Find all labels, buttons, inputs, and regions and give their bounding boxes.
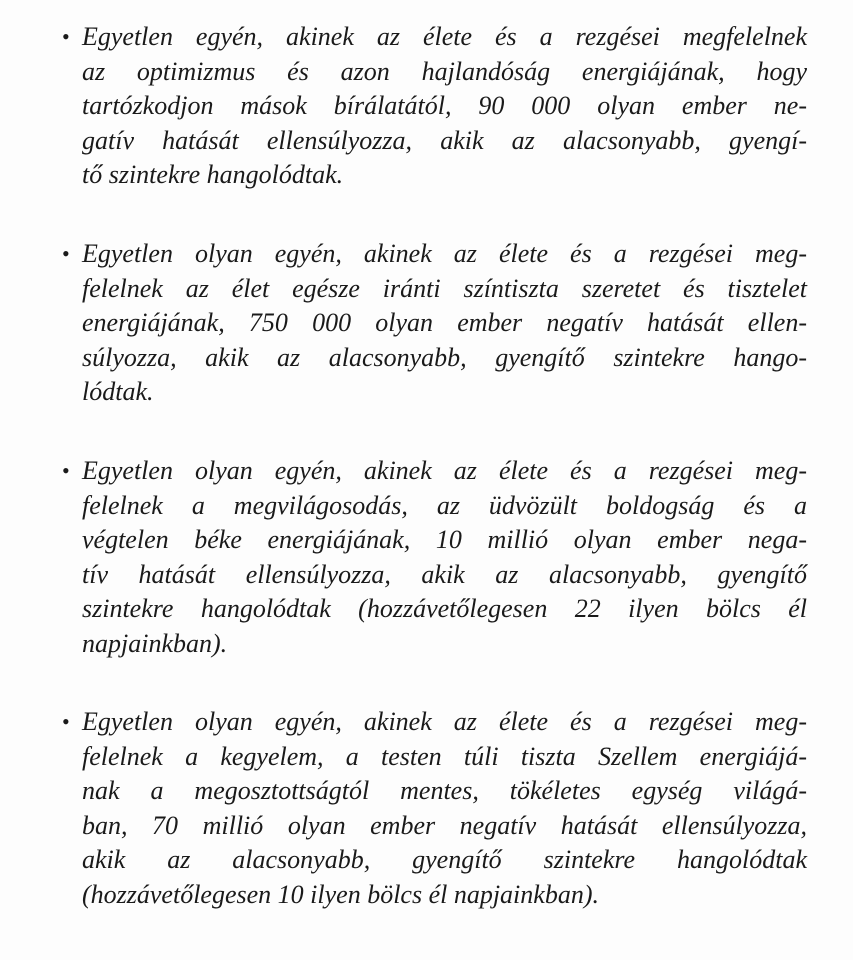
text-line: nak a megosztottságtól mentes, tökéletes egység világá- [82, 776, 807, 805]
bullet-dot: • [62, 241, 70, 266]
bullet-item-3 [62, 454, 807, 661]
bullet-dot: • [62, 709, 70, 734]
text-line: szintekre hangolódtak (hozzávetőlegesen 22 ilyen bölcs él [82, 594, 807, 623]
text-line: végtelen béke energiájának, 10 millió olyan ember nega- [82, 525, 807, 554]
text-line: (hozzávetőlegesen 10 ilyen bölcs él napjainkban). [82, 879, 599, 909]
text-line: felelnek a megvilágosodás, az üdvözült boldogság és a [82, 490, 807, 520]
bullet-item-2 [62, 237, 807, 410]
text-line: felelnek az élet egésze iránti színtiszta szeretet és tisztelet [82, 273, 807, 303]
text-line: Egyetlen egyén, akinek az élete és a rezgései megfelelnek [82, 22, 807, 51]
text-line: súlyozza, akik az alacsonyabb, gyengítő szintekre hango- [82, 342, 807, 372]
text-line: tő szintekre hangolódtak. [82, 160, 344, 189]
text-line: Egyetlen olyan egyén, akinek az élete és a rezgései meg- [82, 239, 807, 268]
bullet-dot: • [62, 24, 70, 49]
bullet-item-1 [62, 20, 807, 193]
text-line: gatív hatását ellensúlyozza, akik az alacsonyabb, gyengí- [82, 125, 807, 155]
text-line: akik az alacsonyabb, gyengítő szintekre hangolódtak [82, 845, 807, 874]
bullet-dot: • [62, 458, 70, 483]
text-line: lódtak. [82, 377, 154, 406]
text-line: az optimizmus és azon hajlandóság energiájának, hogy [82, 56, 807, 86]
text-line: ban, 70 millió olyan ember negatív hatását ellensúlyozza, [82, 810, 807, 840]
text-line: felelnek a kegyelem, a testen túli tiszta Szellem energiájá- [82, 741, 807, 771]
text-line: Egyetlen olyan egyén, akinek az élete és a rezgései meg- [82, 707, 807, 736]
bullet-item-4 [62, 705, 807, 912]
text-line: tartózkodjon mások bírálatától, 90 000 olyan ember ne- [82, 91, 807, 120]
text-line: napjainkban). [82, 628, 228, 658]
text-line: tív hatását ellensúlyozza, akik az alacsonyabb, gyengítő [82, 559, 807, 589]
text-line: energiájának, 750 000 olyan ember negatív hatását ellen- [82, 308, 807, 337]
text-line: Egyetlen olyan egyén, akinek az élete és a rezgései meg- [82, 456, 807, 485]
